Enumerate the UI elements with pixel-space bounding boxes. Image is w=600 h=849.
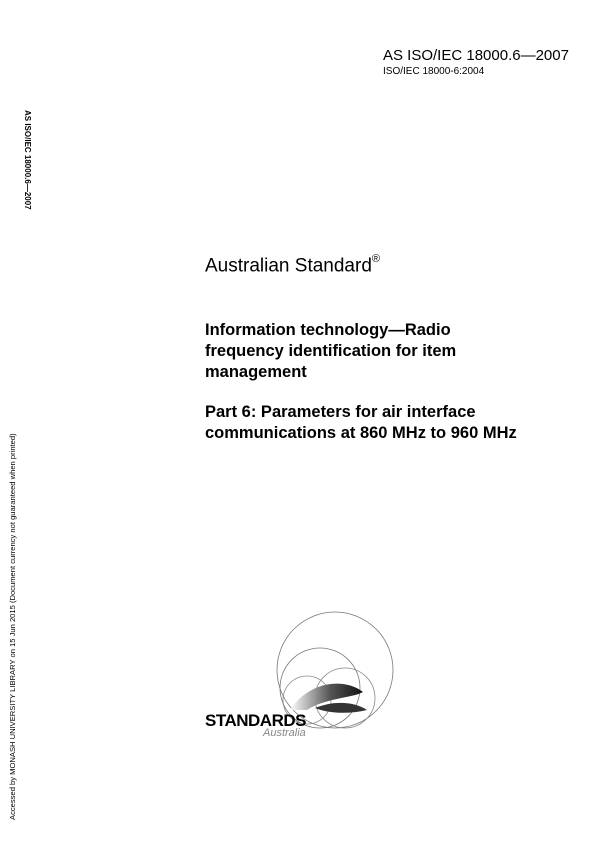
standard-code: AS ISO/IEC 18000.6—2007: [383, 47, 569, 64]
iso-code: ISO/IEC 18000-6:2004: [383, 66, 485, 77]
spine-text: AS ISO/IEC 18000.6—2007: [23, 110, 32, 210]
standard-label: [205, 255, 380, 277]
logo-word: STANDARDS: [205, 711, 306, 730]
logo-sub: Australia: [263, 727, 306, 739]
access-note: [8, 380, 20, 820]
document-title: Information technology—Radio frequency identification for item management: [205, 321, 457, 381]
registered-mark: ®: [371, 253, 380, 265]
standard-label-text: Australian Standard: [205, 255, 372, 277]
spine-label: [20, 110, 34, 240]
access-note-text: Accessed by MONASH UNIVERSITY LIBRARY on 15 Jun 2015 (Document currency not guaranteed when printed): [8, 433, 17, 820]
document-part: Part 6: Parameters for air interface communications at 860 MHz to 960 MHz: [205, 403, 517, 442]
standards-australia-logo: [195, 610, 395, 750]
